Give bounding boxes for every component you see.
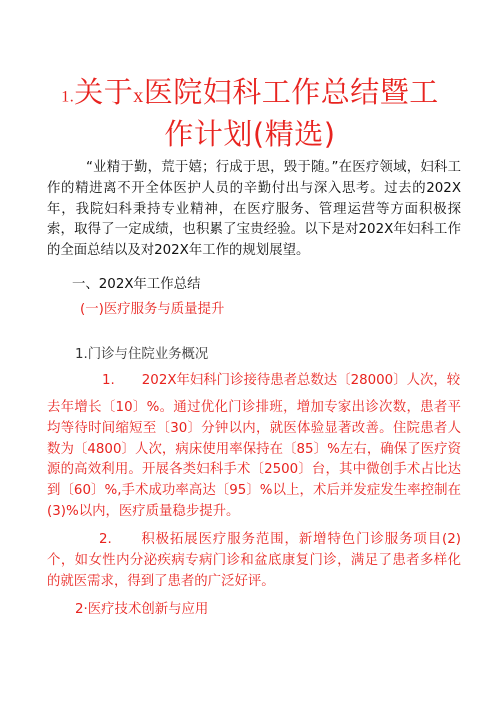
intro-paragraph: “业精于勤，荒于嬉；行成于思，毁于随。”在医疗领域，妇科工作的精进离不开全体医护人员的辛勤付出与深入思考。过去的202X年，我院妇科秉持专业精神，在医疗服务、管理运营等方面积极探索，取得了一定成绩，也积累了宝贵经验。以下是对202X年妇科工作的全面总结以及对202X年工作的规划展望。: [47, 160, 461, 259]
item-heading-outpatient: 1.门诊与住院业务概况: [75, 347, 209, 362]
list-item-1-text: 202X年妇科门诊接待患者总数达〔28000〕人次，较: [141, 373, 461, 388]
title-part-b: 医院妇科工作总结暨工: [143, 75, 439, 109]
document-title-line2: 作计划(精选): [164, 117, 336, 151]
list-item-1-label: 1.: [102, 373, 115, 388]
title-number: 1: [61, 88, 70, 106]
section-heading-summary: 一、202X年工作总结: [72, 277, 201, 292]
subsection-heading-medical-service: (一)医疗服务与质量提升: [80, 302, 225, 317]
title-part-a: 关于: [74, 75, 134, 109]
list-item-2: 2. 积极拓展医疗服务范围，新增特色门诊服务项目(2)个，如女性内分泌疾病专病门诊和盆底康复门诊，满足了患者多样化的就医需求，得到了患者的广泛好评。: [47, 532, 461, 589]
document-title-line1: [0, 70, 500, 114]
list-item-1-continuation: 去年增长〔10〕%。通过优化门诊排班，增加专家出诊次数，患者平均等待时间缩短至〔30〕分钟以内，就医体验显著改善。住院患者人数为〔4800〕人次，病床使用率保持在〔85〕%左右，确保了医疗资源的高效利用。开展各类妇科手术〔2500〕台，其中微创手术占比达到〔60〕%,手术成功率高达〔95〕%以上，术后并发症发生率控制在(3)%以内，医疗质量稳步提升。: [47, 400, 461, 519]
title-dot: .: [69, 88, 75, 106]
item-heading-tech-innovation: 2·医疗技术创新与应用: [75, 602, 209, 617]
title-x: x: [133, 85, 144, 107]
list-item-1-first-line: [102, 369, 460, 388]
